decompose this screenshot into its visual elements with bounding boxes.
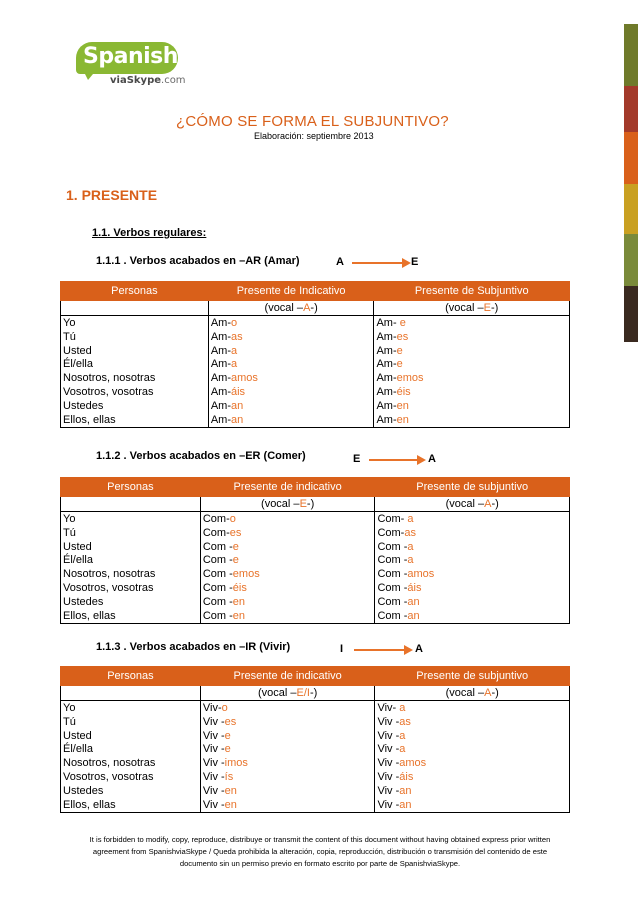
- persona-item: Ellos, ellas: [63, 798, 116, 811]
- verb-stem: Viv -: [377, 784, 400, 797]
- verb-stem: Am-: [376, 385, 397, 398]
- subjuntivo-column: [374, 316, 570, 428]
- logo-text-spanish: Spanish: [83, 44, 178, 69]
- conjugated-form: [377, 513, 567, 527]
- verb-ending: éis: [396, 385, 411, 398]
- conjugated-form: [377, 716, 567, 730]
- conjugated-form: [376, 358, 567, 372]
- conjugated-form: [377, 771, 567, 785]
- vowel-row: [61, 301, 570, 316]
- conjugated-form: [203, 799, 373, 813]
- verb-stem: Am-: [210, 413, 231, 426]
- conjugated-form: [377, 785, 567, 799]
- verb-ending: o: [231, 317, 238, 329]
- verb-ending: e: [232, 540, 239, 553]
- persona-item: Usted: [63, 344, 92, 357]
- verb-ending: as: [231, 330, 243, 343]
- conjugated-form: [203, 610, 373, 624]
- conjugated-form: [377, 799, 567, 813]
- verb-ending: áis: [407, 581, 422, 594]
- arrow-line: [352, 262, 404, 264]
- vowel-cell-indicativo: (vocal –E-): [200, 497, 375, 512]
- personas-column: [61, 512, 201, 624]
- verb-ending: an: [407, 595, 420, 608]
- verb-stem: Am-: [376, 344, 397, 357]
- personas-column: [61, 701, 201, 813]
- conjugated-form: [211, 414, 372, 428]
- verb-ending: imos: [224, 757, 248, 770]
- verb-stem: Am-: [376, 413, 397, 426]
- verb-ending: e: [224, 729, 231, 742]
- conjugated-form: [376, 331, 567, 345]
- conjugated-form: [203, 568, 373, 582]
- verb-stem: Viv -: [202, 743, 225, 756]
- conjugated-form: [376, 372, 567, 386]
- vowel-row: [61, 497, 570, 512]
- verb-ending: amos: [399, 757, 427, 770]
- verb-ending: ís: [224, 770, 234, 783]
- page-subtitle: Elaboración: septiembre 2013: [254, 131, 374, 141]
- conjugated-form: [203, 730, 373, 744]
- arrow-head-icon: [402, 258, 411, 268]
- conjugated-form: [203, 527, 373, 541]
- verb-ending: éis: [232, 581, 247, 594]
- persona-item: Vosotros, vosotras: [63, 385, 154, 398]
- conjugated-form: [377, 527, 567, 541]
- verb-ending: en: [224, 798, 237, 811]
- verb-stem: Viv -: [377, 715, 400, 728]
- arrow-head-icon: [404, 645, 413, 655]
- arrow-to-letter: E: [411, 256, 419, 268]
- strip-segment: [624, 86, 638, 132]
- conjugation-table-er: [60, 477, 570, 624]
- verb-stem: Am-: [210, 399, 231, 412]
- verb-ending: a: [407, 513, 414, 525]
- verb-stem: Viv -: [377, 743, 400, 756]
- persona-item: Nosotros, nosotras: [63, 757, 156, 770]
- header-indicativo: Presente de Indicativo: [208, 282, 374, 301]
- conjugated-form: [211, 317, 372, 331]
- strip-segment: [624, 286, 638, 342]
- persona-item: Ellos, ellas: [63, 609, 116, 622]
- conjugated-form: [203, 541, 373, 555]
- persona-item: Tú: [63, 715, 76, 728]
- conjugated-form: [203, 582, 373, 596]
- persona-item: Ellos, ellas: [63, 413, 116, 426]
- verb-stem: Am-: [376, 317, 400, 329]
- verb-ending: es: [229, 526, 242, 539]
- verb-ending: an: [231, 413, 244, 426]
- verb-ending: a: [407, 554, 414, 567]
- vowel-cell-empty: [61, 301, 209, 316]
- verb-ending: an: [407, 609, 420, 622]
- conjugated-form: [376, 386, 567, 400]
- persona-item: Usted: [63, 540, 92, 553]
- header-subjuntivo: Presente de subjuntivo: [375, 667, 570, 686]
- persona-item: Ustedes: [63, 595, 104, 608]
- vowel-cell-subjuntivo: (vocal –A-): [375, 497, 570, 512]
- verb-stem: Com-: [377, 526, 405, 539]
- verb-stem: Viv -: [202, 784, 225, 797]
- verb-stem: Am-: [210, 317, 231, 329]
- verb-stem: Com -: [202, 609, 233, 622]
- logo-text-viaskype: viaSkype.com: [110, 75, 186, 86]
- verb-ending: en: [232, 609, 246, 622]
- header-subjuntivo: Presente de subjuntivo: [375, 478, 570, 497]
- verb-ending: an: [231, 399, 244, 412]
- verb-stem: Viv-: [377, 702, 400, 714]
- verb-stem: Am-: [376, 372, 397, 385]
- verb-ending: áis: [399, 770, 414, 783]
- verb-stem: Com -: [377, 554, 408, 567]
- verb-stem: Com -: [202, 554, 233, 567]
- verb-stem: Com -: [202, 595, 233, 608]
- verb-ending: áis: [231, 385, 246, 398]
- header-personas: Personas: [61, 667, 201, 686]
- verb-ending: amos: [407, 568, 435, 581]
- persona-item: Usted: [63, 729, 92, 742]
- conjugated-form: [377, 596, 567, 610]
- verb-stem: Viv -: [202, 757, 225, 770]
- conjugated-form: [211, 386, 372, 400]
- verb-stem: Com-: [202, 526, 230, 539]
- verb-ending: en: [396, 413, 409, 426]
- verb-stem: Com -: [377, 595, 408, 608]
- persona-item: Él/ella: [63, 743, 93, 756]
- conjugated-form: [376, 400, 567, 414]
- verb-stem: Viv -: [202, 770, 225, 783]
- persona-item: Yo: [63, 513, 76, 525]
- persona-item: Vosotros, vosotras: [63, 770, 154, 783]
- verb-stem: Am-: [376, 330, 397, 343]
- table-heading-er: 1.1.2 . Verbos acabados en –ER (Comer): [96, 450, 306, 462]
- verb-stem: Com-: [377, 513, 408, 525]
- verb-stem: Am-: [210, 330, 231, 343]
- conjugated-form: [377, 582, 567, 596]
- verb-ending: es: [224, 715, 237, 728]
- persona-item: Nosotros, nosotras: [63, 372, 156, 385]
- vowel-change-arrow: [340, 643, 428, 657]
- verb-ending: e: [224, 743, 231, 756]
- verb-ending: o: [229, 513, 236, 525]
- vowel-cell-empty: [61, 497, 201, 512]
- arrow-from-letter: A: [336, 256, 344, 268]
- conjugated-form: [203, 513, 373, 527]
- vowel-cell-subjuntivo: (vocal –A-): [375, 686, 570, 701]
- subjuntivo-column: [375, 701, 570, 813]
- verb-stem: Com -: [377, 581, 408, 594]
- conjugated-form: [211, 331, 372, 345]
- verb-ending: an: [399, 798, 412, 811]
- copyright-footer: It is forbidden to modify, copy, reproduce, distribuye or transmit the content of this document without having obtained express prior written agreement from SpanishviaSkype / Queda prohibida la alteración, copia, reproducción, distribución o transmisión del contenido de este documento sin un permiso previo en formato escrito por parte de SpanishviaSkype.: [89, 835, 551, 868]
- verb-ending: as: [404, 526, 416, 539]
- conjugated-form: [203, 702, 373, 716]
- verb-stem: Am-: [210, 385, 231, 398]
- verb-stem: Viv -: [202, 798, 225, 811]
- verb-ending: a: [231, 344, 238, 357]
- verb-ending: an: [399, 784, 412, 797]
- indicativo-column: [208, 316, 374, 428]
- verb-stem: Viv -: [377, 770, 400, 783]
- strip-segment: [624, 24, 638, 86]
- strip-segment: [624, 132, 638, 184]
- persona-item: Él/ella: [63, 358, 93, 371]
- conjugated-form: [203, 771, 373, 785]
- persona-item: Tú: [63, 330, 76, 343]
- header-personas: Personas: [61, 282, 209, 301]
- verb-stem: Com -: [202, 568, 233, 581]
- conjugated-form: [377, 702, 567, 716]
- persona-item: Él/ella: [63, 554, 93, 567]
- verb-stem: Com -: [377, 609, 408, 622]
- verb-ending: es: [396, 330, 409, 343]
- verb-ending: en: [224, 784, 237, 797]
- conjugated-form: [377, 757, 567, 771]
- vowel-change-arrow: [336, 256, 428, 270]
- section-heading: 1. PRESENTE: [66, 187, 158, 203]
- conjugated-form: [377, 743, 567, 757]
- conjugated-form: [377, 554, 567, 568]
- verb-stem: Viv -: [377, 729, 400, 742]
- conjugation-table-ar: [60, 281, 570, 428]
- verb-stem: Am-: [376, 358, 397, 371]
- persona-item: Nosotros, nosotras: [63, 568, 156, 581]
- vowel-change-arrow: [353, 453, 443, 467]
- verb-stem: Com -: [202, 581, 233, 594]
- verb-ending: as: [399, 715, 411, 728]
- verb-ending: a: [399, 729, 406, 742]
- verb-ending: amos: [231, 372, 258, 385]
- strip-segment: [624, 184, 638, 234]
- persona-item: Yo: [63, 702, 76, 714]
- personas-column: [61, 316, 209, 428]
- verb-stem: Am-: [210, 344, 231, 357]
- table-header-row: [61, 667, 570, 686]
- verb-ending: a: [399, 743, 406, 756]
- verb-ending: e: [399, 317, 406, 329]
- conjugated-form: [377, 730, 567, 744]
- conjugated-form: [376, 345, 567, 359]
- verb-ending: e: [396, 344, 403, 357]
- arrow-from-letter: I: [340, 643, 344, 655]
- verb-stem: Viv -: [202, 729, 225, 742]
- verb-ending: emos: [396, 372, 424, 385]
- verb-stem: Am-: [376, 399, 397, 412]
- verb-stem: Com -: [377, 540, 408, 553]
- spanishviaskype-logo: [76, 42, 186, 92]
- vowel-cell-indicativo: (vocal –E/I-): [200, 686, 375, 701]
- conjugated-form: [203, 757, 373, 771]
- verb-ending: a: [407, 540, 414, 553]
- conjugated-form: [377, 541, 567, 555]
- subjuntivo-column: [375, 512, 570, 624]
- vowel-cell-empty: [61, 686, 201, 701]
- indicativo-column: [200, 701, 375, 813]
- verb-ending: emos: [232, 568, 260, 581]
- persona-item: Tú: [63, 526, 76, 539]
- vowel-cell-subjuntivo: (vocal –E-): [374, 301, 570, 316]
- verb-stem: Am-: [210, 372, 231, 385]
- conjugated-form: [376, 317, 567, 331]
- verb-stem: Com-: [202, 513, 230, 525]
- verb-ending: en: [232, 595, 246, 608]
- persona-item: Ustedes: [63, 784, 104, 797]
- conjugated-form: [376, 414, 567, 428]
- header-indicativo: Presente de indicativo: [200, 667, 375, 686]
- conjugation-body-row: [61, 512, 570, 624]
- conjugated-form: [203, 743, 373, 757]
- arrow-head-icon: [417, 455, 426, 465]
- indicativo-column: [200, 512, 375, 624]
- verb-stem: Viv -: [377, 757, 400, 770]
- verb-stem: Am-: [210, 358, 231, 371]
- conjugation-table-ir: [60, 666, 570, 813]
- verb-ending: a: [399, 702, 406, 714]
- conjugated-form: [377, 610, 567, 624]
- verb-stem: Com -: [202, 540, 233, 553]
- conjugated-form: [203, 785, 373, 799]
- arrow-line: [354, 649, 406, 651]
- conjugated-form: [203, 716, 373, 730]
- verb-ending: o: [221, 702, 228, 714]
- persona-item: Ustedes: [63, 399, 104, 412]
- conjugated-form: [203, 596, 373, 610]
- logo-bubble-tail: [82, 68, 98, 80]
- persona-item: Vosotros, vosotras: [63, 581, 154, 594]
- conjugation-body-row: [61, 316, 570, 428]
- arrow-to-letter: A: [415, 643, 423, 655]
- arrow-from-letter: E: [353, 453, 361, 465]
- arrow-line: [369, 459, 419, 461]
- conjugation-body-row: [61, 701, 570, 813]
- verb-stem: Viv-: [202, 702, 222, 714]
- table-heading-ar: 1.1.1 . Verbos acabados en –AR (Amar): [96, 255, 300, 267]
- conjugated-form: [211, 372, 372, 386]
- verb-ending: a: [231, 358, 238, 371]
- header-personas: Personas: [61, 478, 201, 497]
- conjugated-form: [211, 400, 372, 414]
- verb-stem: Viv -: [377, 798, 400, 811]
- conjugated-form: [377, 568, 567, 582]
- verb-stem: Com -: [377, 568, 408, 581]
- header-indicativo: Presente de indicativo: [200, 478, 375, 497]
- header-subjuntivo: Presente de Subjuntivo: [374, 282, 570, 301]
- vowel-cell-indicativo: (vocal –A-): [208, 301, 374, 316]
- table-heading-ir: 1.1.3 . Verbos acabados en –IR (Vivir): [96, 641, 291, 653]
- verb-stem: Viv -: [202, 715, 225, 728]
- conjugated-form: [203, 554, 373, 568]
- verb-ending: en: [396, 399, 409, 412]
- page-title: ¿CÓMO SE FORMA EL SUBJUNTIVO?: [176, 113, 449, 130]
- subsection-heading: 1.1. Verbos regulares:: [92, 227, 207, 239]
- strip-segment: [624, 234, 638, 286]
- table-header-row: [61, 282, 570, 301]
- arrow-to-letter: A: [428, 453, 436, 465]
- verb-ending: e: [396, 358, 403, 371]
- conjugated-form: [211, 345, 372, 359]
- vowel-row: [61, 686, 570, 701]
- verb-ending: e: [232, 554, 239, 567]
- conjugated-form: [211, 358, 372, 372]
- table-header-row: [61, 478, 570, 497]
- persona-item: Yo: [63, 317, 76, 329]
